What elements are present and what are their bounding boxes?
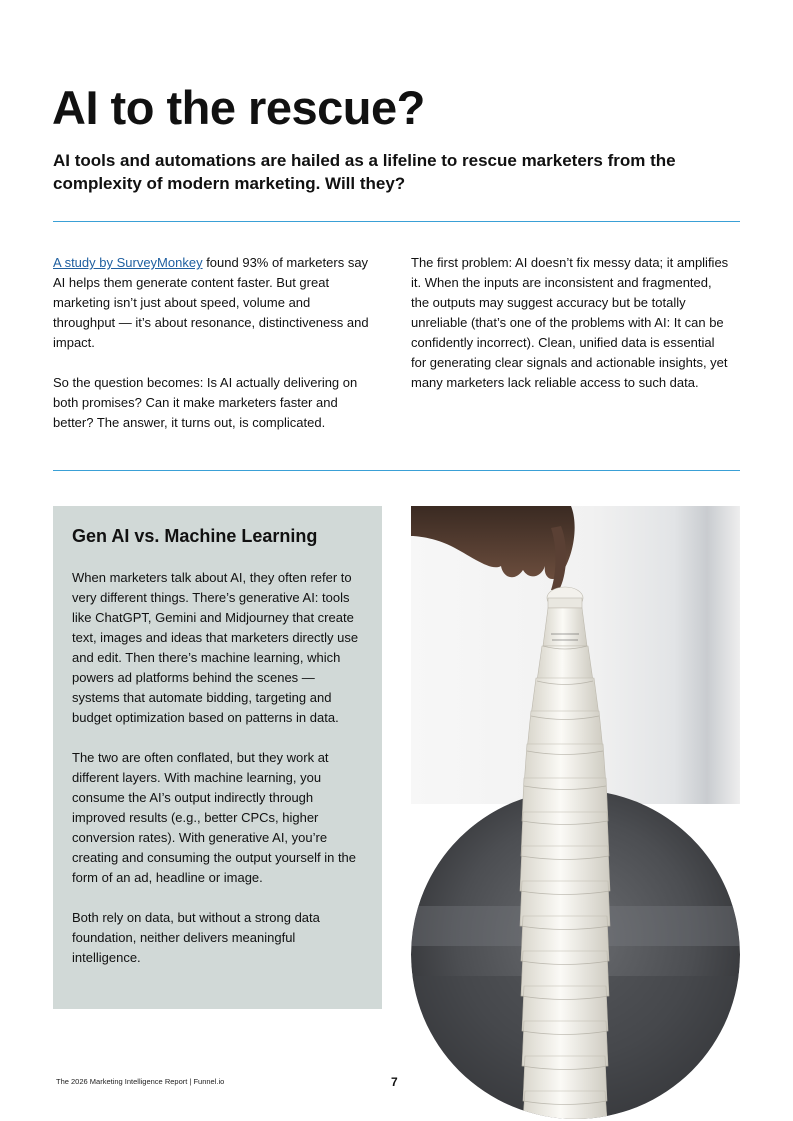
callout-paragraph-1: When marketers talk about AI, they often refer to very different things. There’s generative AI: tools like ChatGPT, Gemini and Midjourney that create text, images and ideas that marketers directly use and edit. Then there’s machine learning, which powers ad platforms behind the scenes — systems that automate bidding, targeting and budget optimization based on patterns in data. xyxy=(72,570,359,725)
intro-left-column xyxy=(53,253,371,453)
page-number: 7 xyxy=(391,1075,398,1089)
surveymonkey-study-link[interactable]: A study by SurveyMonkey xyxy=(53,255,203,270)
intro-paragraph-1 xyxy=(53,253,371,353)
page-title: AI to the rescue? xyxy=(52,81,425,134)
callout-paragraph-2: The two are often conflated, but they work at different layers. With machine learning, you consume the AI’s output indirectly through improved results (e.g., better CPCs, higher conversion rates). With generative AI, you’re creating and consuming the output yourself in the form of an ad, headline or image. xyxy=(72,750,357,885)
shuttlecock-tower-photo-icon xyxy=(411,506,740,1119)
intro-paragraph-2: So the question becomes: Is AI actually delivering on both promises? Can it make marketers faster and better? The answer, it turns out, is complicated. xyxy=(53,375,358,430)
callout-paragraph-3: Both rely on data, but without a strong data foundation, neither delivers meaningful intelligence. xyxy=(72,910,320,965)
top-divider xyxy=(53,221,740,222)
callout-heading: Gen AI vs. Machine Learning xyxy=(72,526,318,546)
intro-right-column xyxy=(411,253,729,413)
middle-divider xyxy=(53,470,740,471)
intro-paragraph-3: The first problem: AI doesn’t fix messy data; it amplifies it. When the inputs are inconsistent and fragmented, the outputs may suggest accuracy but be totally unreliable (that’s one of the problems with AI: It can be confidently incorrect). Clean, unified data is essential for generating clear signals and actionable insights, yet many marketers lack reliable access to such data. xyxy=(411,255,729,390)
intro-paragraph-1-text: found 93% of marketers say AI helps them generate content faster. But great marketing isn’t just about speed, volume and throughput — it’s about resonance, distinctiveness and impact. xyxy=(53,255,369,350)
footer-report-name: The 2026 Marketing Intelligence Report | Funnel.io xyxy=(56,1077,225,1086)
gen-ai-vs-ml-callout xyxy=(53,506,382,1009)
page-subtitle: AI tools and automations are hailed as a lifeline to rescue marketers from the complexity of modern marketing. Will they? xyxy=(53,151,676,193)
